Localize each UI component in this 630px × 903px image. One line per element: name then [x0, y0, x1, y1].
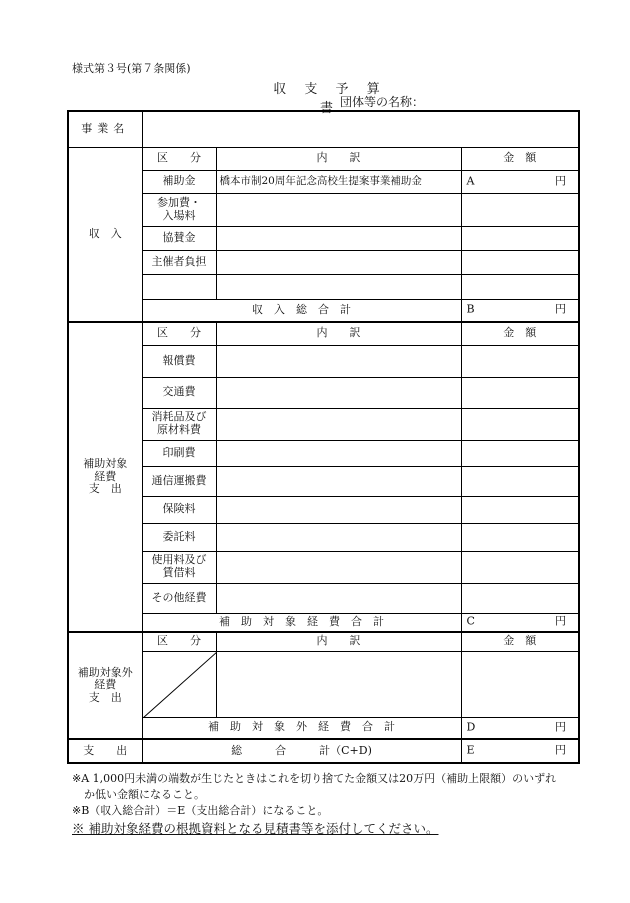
eligible-category-rental: 使用料及び 賃借料	[142, 551, 216, 583]
amount-unit: 円	[555, 720, 566, 734]
note-3: ※ 補助対象経費の根拠資料となる見積書等を添付してください。	[72, 821, 439, 836]
eligible-detail[interactable]	[216, 523, 461, 551]
eligible-category-other: その他経費	[142, 583, 216, 613]
eligible-detail[interactable]	[216, 408, 461, 440]
eligible-section-label: 補助対象 経費 支 出	[68, 322, 142, 632]
eligible-amount[interactable]	[461, 408, 579, 440]
document-title: 収 支 予 算 書	[273, 82, 387, 116]
eligible-amount[interactable]	[461, 377, 579, 408]
ineligible-section-label: 補助対象外 経費 支 出	[68, 632, 142, 739]
amount-prefix-b: B	[466, 302, 475, 316]
amount-prefix-d: D	[466, 720, 476, 734]
eligible-amount[interactable]	[461, 345, 579, 377]
eligible-detail[interactable]	[216, 466, 461, 496]
eligible-amount[interactable]	[461, 440, 579, 466]
income-header-category: 区 分	[142, 147, 216, 170]
eligible-category-postage: 通信運搬費	[142, 466, 216, 496]
eligible-header-detail: 内 訳	[216, 322, 461, 345]
amount-prefix-a: A	[466, 174, 475, 188]
eligible-header-amount: 金 額	[461, 322, 579, 345]
diagonal-line	[143, 652, 217, 718]
ineligible-header-detail: 内 訳	[216, 632, 461, 651]
org-name-label: 団体等の名称：	[340, 95, 425, 109]
budget-table	[67, 110, 580, 764]
amount-unit: 円	[555, 302, 566, 316]
income-total-amount[interactable]	[461, 299, 579, 322]
eligible-detail[interactable]	[216, 583, 461, 613]
income-header-amount: 金 額	[461, 147, 579, 170]
eligible-detail[interactable]	[216, 377, 461, 408]
income-category-organizer: 主催者負担	[142, 250, 216, 274]
form-number: 様式第３号(第７条関係)	[72, 62, 191, 75]
income-detail-subsidy[interactable]: 橋本市制20周年記念高校生提案事業補助金	[216, 170, 461, 193]
income-category-fees: 参加費・ 入場料	[142, 193, 216, 226]
ineligible-category-diagonal	[142, 651, 216, 717]
income-section-label: 収 入	[68, 147, 142, 322]
eligible-detail[interactable]	[216, 496, 461, 523]
income-detail-fees[interactable]	[216, 193, 461, 226]
notes	[72, 771, 612, 837]
note-1-line-2: か低い金額になること。	[84, 788, 205, 801]
note-2: ※B（収入総合計）＝E（支出総合計）になること。	[72, 804, 329, 817]
eligible-amount[interactable]	[461, 551, 579, 583]
income-amount-subsidy[interactable]	[461, 170, 579, 193]
ineligible-header-amount: 金 額	[461, 632, 579, 651]
ineligible-amount[interactable]	[461, 651, 579, 717]
eligible-header-category: 区 分	[142, 322, 216, 345]
income-amount-blank[interactable]	[461, 274, 579, 299]
eligible-total-amount[interactable]	[461, 613, 579, 632]
income-amount-organizer[interactable]	[461, 250, 579, 274]
amount-prefix-c: C	[466, 614, 475, 628]
eligible-amount[interactable]	[461, 466, 579, 496]
income-total-label: 収 入 総 合 計	[142, 299, 461, 322]
income-detail-sponsorship[interactable]	[216, 226, 461, 250]
eligible-total-label: 補 助 対 象 経 費 合 計	[142, 613, 461, 632]
income-detail-organizer[interactable]	[216, 250, 461, 274]
eligible-category-commission: 委託料	[142, 523, 216, 551]
income-header-detail: 内 訳	[216, 147, 461, 170]
income-amount-sponsorship[interactable]	[461, 226, 579, 250]
grand-total-label: 総 合 計（C+D)	[142, 739, 461, 763]
eligible-amount[interactable]	[461, 523, 579, 551]
amount-unit: 円	[555, 174, 566, 188]
income-category-subsidy: 補助金	[142, 170, 216, 193]
eligible-detail[interactable]	[216, 345, 461, 377]
income-amount-fees[interactable]	[461, 193, 579, 226]
grand-total-amount[interactable]	[461, 739, 579, 763]
eligible-category-insurance: 保険料	[142, 496, 216, 523]
amount-unit: 円	[555, 743, 566, 757]
eligible-category-travel: 交通費	[142, 377, 216, 408]
amount-prefix-e: E	[466, 743, 475, 757]
eligible-detail[interactable]	[216, 440, 461, 466]
ineligible-total-label: 補 助 対 象 外 経 費 合 計	[142, 717, 461, 739]
eligible-amount[interactable]	[461, 496, 579, 523]
eligible-detail[interactable]	[216, 551, 461, 583]
expense-total-section-label: 支 出	[68, 739, 142, 763]
eligible-category-printing: 印刷費	[142, 440, 216, 466]
income-category-blank[interactable]	[142, 274, 216, 299]
ineligible-detail[interactable]	[216, 651, 461, 717]
project-name-label: 事業名	[68, 111, 142, 147]
amount-unit: 円	[555, 614, 566, 628]
income-category-sponsorship: 協賛金	[142, 226, 216, 250]
eligible-category-honorarium: 報償費	[142, 345, 216, 377]
income-detail-blank[interactable]	[216, 274, 461, 299]
ineligible-header-category: 区 分	[142, 632, 216, 651]
eligible-amount[interactable]	[461, 583, 579, 613]
eligible-category-supplies: 消耗品及び 原材料費	[142, 408, 216, 440]
project-name-field[interactable]	[142, 111, 579, 147]
ineligible-total-amount[interactable]	[461, 717, 579, 739]
note-1-line-1: ※A 1,000円未満の端数が生じたときはこれを切り捨てた金額又は20万円（補助上限額）のいずれ	[72, 772, 557, 785]
